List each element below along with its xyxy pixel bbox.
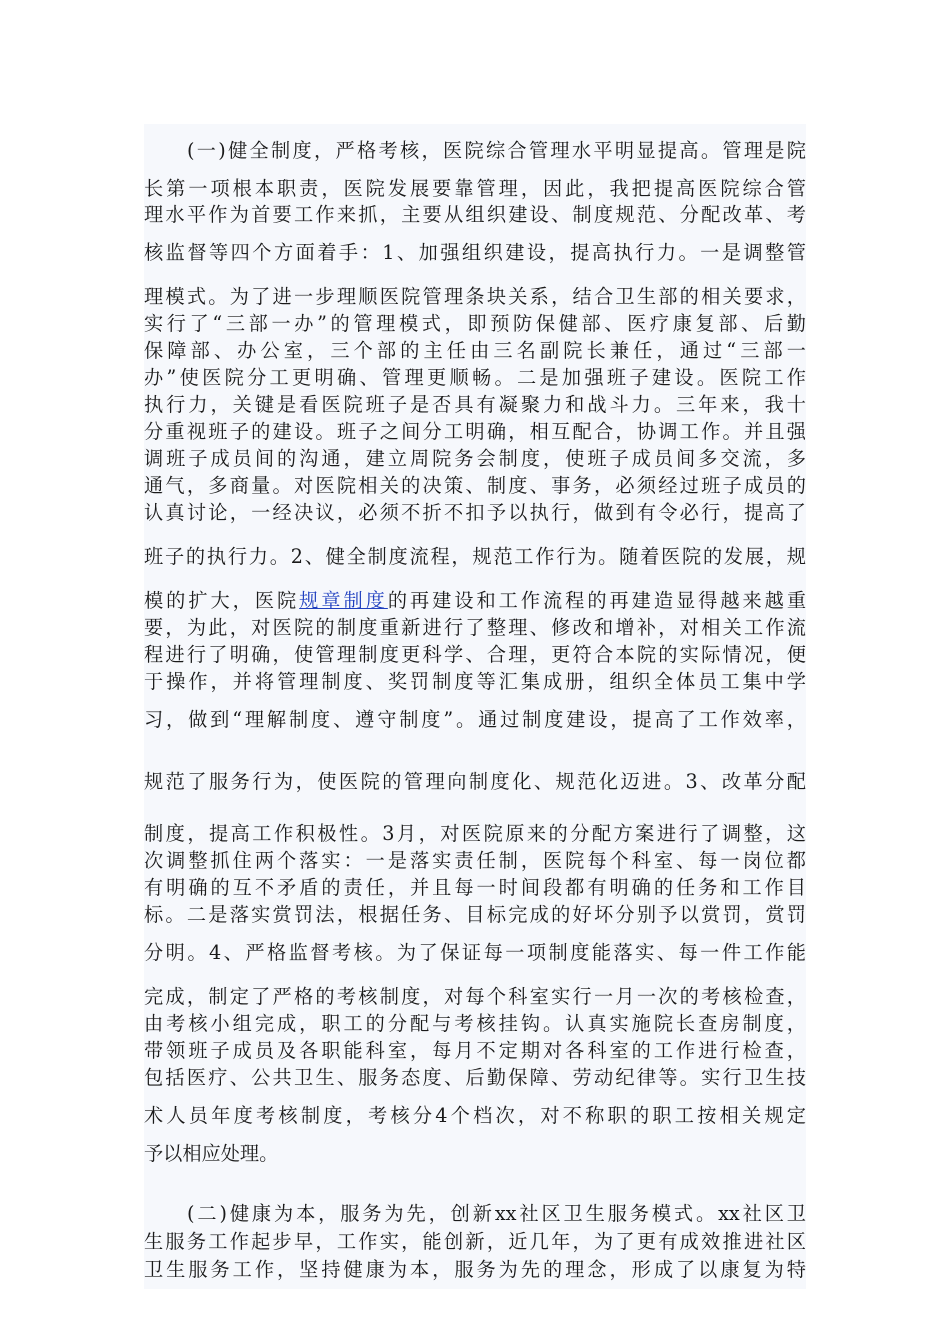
- paragraph-line-with-link: [144, 586, 806, 616]
- paragraph-line: 由考核小组完成，职工的分配与考核挂钩。认真实施院长查房制度，: [144, 1012, 806, 1035]
- paragraph-line: 完成，制定了严格的考核制度，对每个科室实行一月一次的考核检查，: [144, 985, 806, 1008]
- paragraph-line: 有明确的互不矛盾的责任，并且每一时间段都有明确的任务和工作目: [144, 876, 806, 899]
- paragraph-line: 程进行了明确，使管理制度更科学、合理，更符合本院的实际情况，便: [144, 643, 806, 666]
- link-line-before: 模的扩大，医院: [144, 589, 300, 612]
- paragraph-line: 包括医疗、公共卫生、服务态度、后勤保障、劳动纪律等。实行卫生技: [144, 1066, 806, 1089]
- paragraph-line: 术人员年度考核制度，考核分4个档次，对不称职的职工按相关规定: [144, 1104, 806, 1127]
- paragraph-line: 分重视班子的建设。班子之间分工明确，相互配合，协调工作。并且强: [144, 420, 806, 443]
- paragraph-line: 执行力，关键是看医院班子是否具有凝聚力和战斗力。三年来，我十: [144, 393, 806, 416]
- paragraph-line: 生服务工作起步早，工作实，能创新，近几年，为了更有成效推进社区: [144, 1230, 806, 1253]
- paragraph-line: 次调整抓住两个落实：一是落实责任制，医院每个科室、每一岗位都: [144, 849, 806, 872]
- paragraph-line: 认真讨论，一经决议，必须不折不扣予以执行，做到有令必行，提高了: [144, 501, 806, 524]
- paragraph-line: (一)健全制度，严格考核，医院综合管理水平明显提高。管理是院: [187, 139, 806, 162]
- paragraph-line: 制度，提高工作积极性。3月，对医院原来的分配方案进行了调整，这: [144, 822, 806, 845]
- paragraph-line: 调班子成员间的沟通，建立周院务会制度，使班子成员间多交流，多: [144, 447, 806, 470]
- paragraph-line: 办”使医院分工更明确、管理更顺畅。二是加强班子建设。医院工作: [144, 366, 806, 389]
- paragraph-line: 分明。4、严格监督考核。为了保证每一项制度能落实、每一件工作能: [144, 941, 806, 964]
- paragraph-line: 班子的执行力。2、健全制度流程，规范工作行为。随着医院的发展，规: [144, 545, 806, 568]
- paragraph-line: 规范了服务行为，使医院的管理向制度化、规范化迈进。3、改革分配: [144, 770, 806, 793]
- paragraph-line: 理水平作为首要工作来抓，主要从组织建设、制度规范、分配改革、考: [144, 203, 806, 226]
- paragraph-line: 于操作，并将管理制度、奖罚制度等汇集成册，组织全体员工集中学: [144, 670, 806, 693]
- paragraph-line: 保障部、办公室，三个部的主任由三名副院长兼任，通过“三部一: [144, 339, 806, 362]
- paragraph-line: 理模式。为了进一步理顺医院管理条块关系，结合卫生部的相关要求，: [144, 285, 806, 308]
- paragraph-line: 核监督等四个方面着手：1、加强组织建设，提高执行力。一是调整管: [144, 241, 806, 264]
- paragraph-line: 实行了“三部一办”的管理模式，即预防保健部、医疗康复部、后勤: [144, 312, 806, 335]
- document-body: [144, 124, 806, 1289]
- paragraph-line: 卫生服务工作，坚持健康为本，服务为先的理念，形成了以康复为特: [144, 1258, 806, 1281]
- link-line-after: 的再建设和工作流程的再建造显得越来越重: [387, 589, 806, 612]
- paragraph-line: 带领班子成员及各职能科室，每月不定期对各科室的工作进行检查，: [144, 1039, 806, 1062]
- paragraph-line: 通气，多商量。对医院相关的决策、制度、事务，必须经过班子成员的: [144, 474, 806, 497]
- paragraph-line: (二)健康为本，服务为先，创新xx社区卫生服务模式。xx社区卫: [187, 1202, 806, 1225]
- paragraph-line: 要，为此，对医院的制度重新进行了整理、修改和增补，对相关工作流: [144, 616, 806, 639]
- paragraph-line: 予以相应处理。: [144, 1142, 279, 1165]
- regulations-link[interactable]: 规章制度: [299, 589, 388, 612]
- paragraph-line: 标。二是落实赏罚法，根据任务、目标完成的好坏分别予以赏罚，赏罚: [144, 903, 806, 926]
- paragraph-line: 习，做到“理解制度、遵守制度”。通过制度建设，提高了工作效率，: [144, 708, 806, 731]
- paragraph-line: 长第一项根本职责，医院发展要靠管理，因此，我把提高医院综合管: [144, 177, 806, 200]
